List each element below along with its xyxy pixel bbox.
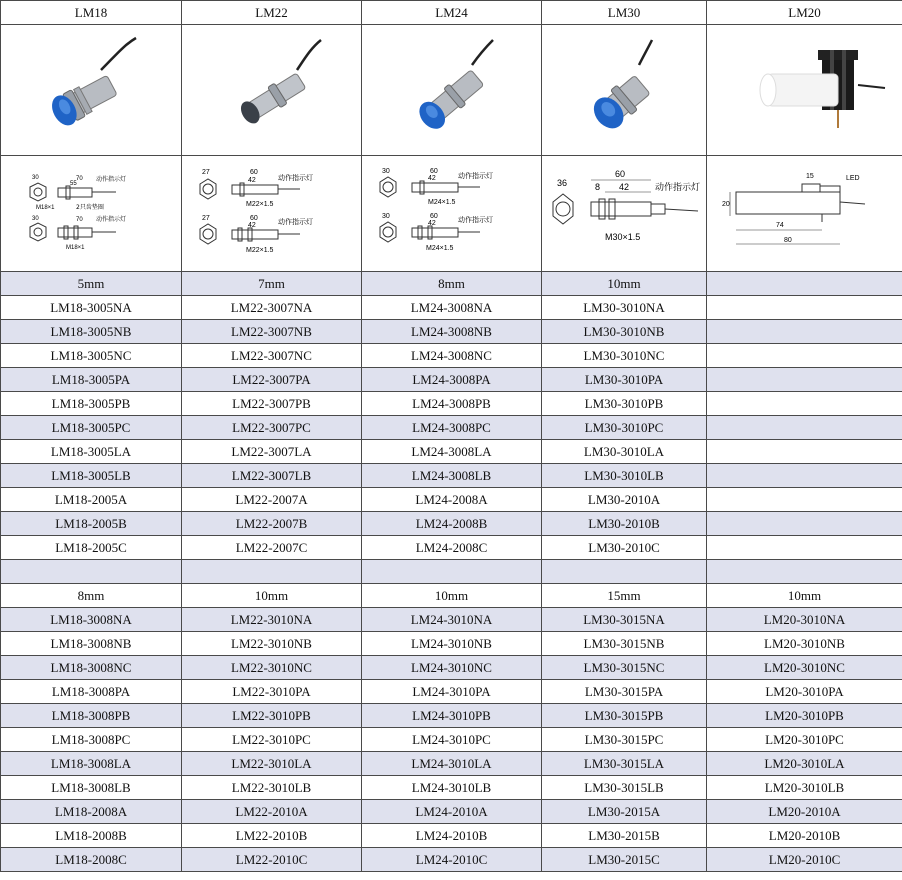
model-row-lm20 [707,296,902,320]
model-row-lm20 [707,488,902,512]
lm24-length-4: 42 [427,219,436,227]
model-row-lm18: LM18-3005PA [1,368,182,392]
distance-row-1-lm30: 10mm [542,272,707,296]
spacer-row-lm20 [707,560,902,584]
model-row-lm24: LM24-3008LB [362,464,542,488]
lm24-width-2: 30 [381,212,390,220]
model-row-lm24: LM24-3010LB [362,776,542,800]
header-lm18: LM18 [1,1,182,25]
model-row-lm18: LM18-2005B [1,512,182,536]
model-row-lm20: LM20-3010PB [707,704,902,728]
photo-lm30 [542,25,707,156]
model-row-lm22: LM22-3007NC [182,344,362,368]
model-row-lm20 [707,392,902,416]
lm22-length-4: 42 [247,221,256,229]
model-row [1,656,902,680]
model-row [1,464,902,488]
model-row-lm30: LM30-3010PB [542,392,707,416]
photo-lm18 [1,25,182,156]
model-row-lm24: LM24-3010PA [362,680,542,704]
model-row [1,824,902,848]
model-row-lm22: LM22-2010B [182,824,362,848]
model-row-lm24: LM24-3010NC [362,656,542,680]
lm22-length-1: 60 [249,168,258,176]
model-row [1,368,902,392]
model-row-lm18: LM18-3008NC [1,656,182,680]
photo-lm22 [182,25,362,156]
photo-lm20 [707,25,902,156]
model-row-lm18: LM18-3005LB [1,464,182,488]
model-row [1,752,902,776]
model-row [1,704,902,728]
model-row [1,632,902,656]
model-row-lm20 [707,368,902,392]
header-lm20: LM20 [707,1,902,25]
drawing-row [1,156,902,272]
model-row-lm24: LM24-3008NB [362,320,542,344]
model-row-lm22: LM22-3010PC [182,728,362,752]
model-row-lm20: LM20-3010PA [707,680,902,704]
model-row-lm22: LM22-3007LB [182,464,362,488]
model-row [1,800,902,824]
distance-row-1-lm18: 5mm [1,272,182,296]
model-row-lm20 [707,440,902,464]
model-row-lm18: LM18-3008PC [1,728,182,752]
lm22-thread-1: M22×1.5 [245,200,273,208]
model-row-lm18: LM18-3008LB [1,776,182,800]
model-row [1,296,902,320]
model-row [1,488,902,512]
model-row-lm24: LM24-3010LA [362,752,542,776]
model-row-lm30: LM30-3010LA [542,440,707,464]
lm30-offset: 8 [595,181,601,192]
dimension-drawing-lm22 [192,164,352,264]
lm22-length-2: 42 [247,176,256,184]
model-row-lm20 [707,416,902,440]
model-row-lm20: LM20-3010PC [707,728,902,752]
model-row-lm22: LM22-2007A [182,488,362,512]
header-row [1,1,902,25]
distance-row-1-lm22: 7mm [182,272,362,296]
sensor-photo-lm18 [6,30,176,150]
lm24-indicator-2: 动作指示灯 [457,215,493,224]
spacer-row [1,560,902,584]
model-row-lm24: LM24-3010PB [362,704,542,728]
model-row-lm24: LM24-3008PB [362,392,542,416]
model-row-lm30: LM30-3010PC [542,416,707,440]
lm30-length-1: 60 [615,168,626,179]
model-row-lm18: LM18-3008PA [1,680,182,704]
model-row-lm18: LM18-2008A [1,800,182,824]
lm24-length-3: 60 [429,212,438,220]
model-row-lm18: LM18-2008B [1,824,182,848]
distance-row-2-lm30: 15mm [542,584,707,608]
model-row-lm30: LM30-3010LB [542,464,707,488]
lm22-length-3: 60 [249,214,258,222]
lm20-length-1: 74 [775,221,784,229]
model-row-lm30: LM30-3015NC [542,656,707,680]
model-row-lm20 [707,344,902,368]
model-row-lm30: LM30-3015PA [542,680,707,704]
model-row-lm20: LM20-3010LA [707,752,902,776]
model-row-lm18: LM18-3008NA [1,608,182,632]
model-row [1,776,902,800]
distance-row-2-lm22: 10mm [182,584,362,608]
model-row-lm30: LM30-2015A [542,800,707,824]
model-row-lm18: LM18-3008PB [1,704,182,728]
model-row-lm20: LM20-3010NA [707,608,902,632]
lm24-thread-2: M24×1.5 [425,244,453,252]
model-row-lm20: LM20-2010B [707,824,902,848]
lm18-thread-2: M18×1 [66,244,85,251]
model-row [1,344,902,368]
model-row-lm18: LM18-3005NC [1,344,182,368]
model-row-lm30: LM30-3015LA [542,752,707,776]
model-row [1,680,902,704]
lm22-indicator-1: 动作指示灯 [277,173,313,182]
lm30-thread: M30×1.5 [605,231,641,242]
dimension-drawing-lm24 [372,164,532,264]
distance-row-1-lm20 [707,272,902,296]
lm30-width: 36 [557,177,568,188]
model-row-lm18: LM18-3005NA [1,296,182,320]
lm18-length-2: 55 [70,180,77,187]
model-row-lm24: LM24-3010PC [362,728,542,752]
model-row-lm30: LM30-2015B [542,824,707,848]
model-row-lm18: LM18-2005A [1,488,182,512]
model-row-lm30: LM30-3015LB [542,776,707,800]
model-row-lm30: LM30-3010PA [542,368,707,392]
sensor-photo-lm30 [544,30,704,150]
model-row-lm20: LM20-2010C [707,848,902,872]
spacer-row-lm24 [362,560,542,584]
model-row-lm22: LM22-3007PB [182,392,362,416]
model-row-lm30: LM30-2010A [542,488,707,512]
lm24-width-1: 30 [381,167,390,175]
spacer-row-lm22 [182,560,362,584]
model-row-lm30: LM30-3010NA [542,296,707,320]
model-row-lm18: LM18-3005PB [1,392,182,416]
model-row-lm20 [707,320,902,344]
lm24-length-1: 60 [429,167,438,175]
lm20-height: 20 [721,200,730,208]
lm18-indicator-1: 动作指示灯 [96,175,127,183]
dimension-drawing-lm18 [16,169,166,259]
sensor-photo-lm22 [187,30,357,150]
model-row-lm24: LM24-2010C [362,848,542,872]
lm20-led: LED [845,174,860,182]
model-row-lm22: LM22-3007NA [182,296,362,320]
model-row-lm22: LM22-3010PB [182,704,362,728]
model-row-lm20 [707,536,902,560]
lm20-length-2: 80 [783,236,792,244]
distance-row-1 [1,272,902,296]
model-row-lm20: LM20-2010A [707,800,902,824]
sensor-photo-lm24 [367,30,537,150]
sensor-photo-lm20 [710,30,900,150]
spacer-row-lm30 [542,560,707,584]
dimension-drawing-lm30 [543,164,705,264]
lm22-indicator-2: 动作指示灯 [277,217,313,226]
model-row-lm24: LM24-3008PC [362,416,542,440]
lm22-width-2: 27 [201,214,210,222]
model-row-lm24: LM24-2008B [362,512,542,536]
model-row-lm24: LM24-3008NA [362,296,542,320]
model-row-lm22: LM22-3007NB [182,320,362,344]
distance-row-2-lm18: 8mm [1,584,182,608]
model-row-lm24: LM24-3010NA [362,608,542,632]
model-row-lm24: LM24-3008LA [362,440,542,464]
lm30-indicator: 动作指示灯 [655,182,701,193]
model-row-lm22: LM22-3010PA [182,680,362,704]
lm22-thread-2: M22×1.5 [245,246,273,254]
drawing-lm24 [362,156,542,272]
lm18-width-2: 30 [32,215,39,222]
model-row-lm22: LM22-3007PA [182,368,362,392]
model-row-lm22: LM22-2007B [182,512,362,536]
model-row [1,728,902,752]
model-row-lm18: LM18-2005C [1,536,182,560]
model-row-lm22: LM22-3010LA [182,752,362,776]
drawing-lm22 [182,156,362,272]
header-lm30: LM30 [542,1,707,25]
lm18-width-1: 30 [32,174,39,181]
photo-lm24 [362,25,542,156]
model-row-lm22: LM22-2007C [182,536,362,560]
model-row-lm20 [707,512,902,536]
model-row [1,320,902,344]
distance-row-1-lm24: 8mm [362,272,542,296]
model-row-lm30: LM30-2010B [542,512,707,536]
distance-row-2-lm24: 10mm [362,584,542,608]
lm20-top-dim: 15 [805,172,814,180]
drawing-lm30 [542,156,707,272]
model-row-lm20 [707,464,902,488]
drawing-lm20 [707,156,902,272]
model-row-lm30: LM30-3015NB [542,632,707,656]
model-row-lm30: LM30-3010NB [542,320,707,344]
model-row-lm18: LM18-3005LA [1,440,182,464]
photo-row [1,25,902,156]
lm18-length-3: 70 [76,216,83,223]
model-row [1,392,902,416]
model-row-lm30: LM30-3015NA [542,608,707,632]
model-row-lm22: LM22-2010A [182,800,362,824]
model-row-lm20: LM20-3010NC [707,656,902,680]
model-row-lm22: LM22-3010NA [182,608,362,632]
distance-row-2 [1,584,902,608]
model-row [1,608,902,632]
lm18-length-1: 70 [76,175,83,182]
model-row [1,440,902,464]
model-row-lm18: LM18-3005NB [1,320,182,344]
distance-row-2-lm20: 10mm [707,584,902,608]
dimension-drawing-lm20 [710,164,900,264]
lm24-thread-1: M24×1.5 [427,198,455,206]
model-row [1,536,902,560]
model-row-lm30: LM30-3015PC [542,728,707,752]
drawing-lm18 [1,156,182,272]
model-row-lm22: LM22-3007PC [182,416,362,440]
model-row-lm24: LM24-3010NB [362,632,542,656]
model-row-lm22: LM22-3010LB [182,776,362,800]
model-row-lm24: LM24-2008A [362,488,542,512]
model-row-lm24: LM24-2010B [362,824,542,848]
model-row-lm24: LM24-2010A [362,800,542,824]
model-row-lm22: LM22-3010NB [182,632,362,656]
lm30-length-2: 42 [619,181,630,192]
model-row-lm22: LM22-2010C [182,848,362,872]
model-row-lm18: LM18-2008C [1,848,182,872]
spacer-row-lm18 [1,560,182,584]
model-row-lm30: LM30-3010NC [542,344,707,368]
model-row-lm30: LM30-2015C [542,848,707,872]
model-row-lm22: LM22-3010NC [182,656,362,680]
header-lm22: LM22 [182,1,362,25]
model-row [1,848,902,872]
header-lm24: LM24 [362,1,542,25]
model-row-lm30: LM30-3015PB [542,704,707,728]
lm22-width-1: 27 [201,168,210,176]
model-row-lm24: LM24-3008PA [362,368,542,392]
model-row-lm20: LM20-3010LB [707,776,902,800]
model-row-lm22: LM22-3007LA [182,440,362,464]
model-row-lm20: LM20-3010NB [707,632,902,656]
model-row-lm18: LM18-3005PC [1,416,182,440]
model-row [1,512,902,536]
lm18-thread-1: M18×1 [36,204,55,211]
model-row-lm30: LM30-2010C [542,536,707,560]
lm24-length-2: 42 [427,174,436,182]
model-row-lm24: LM24-3008NC [362,344,542,368]
model-row-lm18: LM18-3008NB [1,632,182,656]
lm18-note: 2只齿垫圈 [76,203,104,211]
model-row-lm24: LM24-2008C [362,536,542,560]
lm24-indicator-1: 动作指示灯 [457,171,493,180]
model-row-lm18: LM18-3008LA [1,752,182,776]
lm18-indicator-2: 动作指示灯 [96,215,127,223]
model-row [1,416,902,440]
